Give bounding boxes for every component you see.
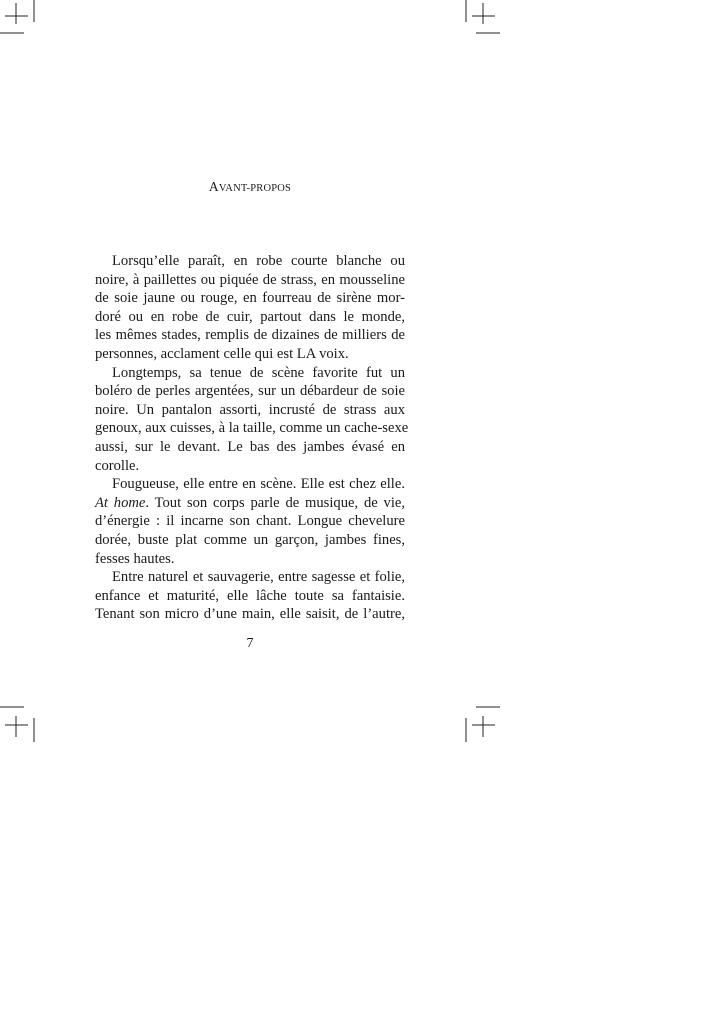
text-line: les mêmes stades, remplis de dizaines de milliers de xyxy=(95,327,405,344)
page-number: 7 xyxy=(246,636,254,651)
chapter-title xyxy=(95,179,405,195)
crop-mark-top-left xyxy=(0,0,50,40)
text-line: dorée, buste plat comme un garçon, jambes fines, xyxy=(95,531,405,548)
text-line: noire, à paillettes ou piquée de strass, en mousseline xyxy=(95,271,405,288)
body-text xyxy=(95,252,409,624)
chapter-title-initial: A xyxy=(208,179,219,194)
text-line: Entre naturel et sauvagerie, entre sagesse et folie, xyxy=(112,569,405,586)
text-line: corolle. xyxy=(95,457,140,474)
text-line: noire. Un pantalon assorti, incrusté de strass aux xyxy=(95,401,405,418)
text-line: Tenant son micro d’une main, elle saisit, de l’autre, xyxy=(95,606,405,623)
italic-phrase: At home xyxy=(95,494,146,511)
text-line: personnes, acclament celle qui est LA voix. xyxy=(95,345,349,362)
text-line: Longtemps, sa tenue de scène favorite fut un xyxy=(112,364,405,381)
text-line: fesses hautes. xyxy=(95,550,175,567)
chapter-title-rest: VANT-PROPOS xyxy=(218,183,292,194)
text-line-rest: . Tout son corps parle de musique, de vie, xyxy=(145,494,406,511)
crop-mark-bottom-right xyxy=(460,700,510,750)
text-line: Lorsqu’elle paraît, en robe courte blanche ou xyxy=(112,253,405,269)
crop-mark-top-right xyxy=(460,0,510,40)
text-line: genoux, aux cuisses, à la taille, comme un cache-sexe xyxy=(95,420,409,437)
text-line: aussi, sur le devant. Le bas des jambes évasé en xyxy=(95,438,405,455)
crop-mark-bottom-left xyxy=(0,700,50,750)
text-line: d’énergie : il incarne son chant. Longue chevelure xyxy=(95,513,405,530)
text-line: Fougueuse, elle entre en scène. Elle est chez elle. xyxy=(112,476,405,493)
text-line: boléro de perles argentées, sur un débardeur de soie xyxy=(95,383,405,400)
text-line xyxy=(95,494,405,513)
text-line: de soie jaune ou rouge, en fourreau de sirène mor- xyxy=(95,290,405,307)
text-line: enfance et maturité, elle lâche toute sa fantaisie. xyxy=(95,587,405,604)
text-line: doré ou en robe de cuir, partout dans le monde, xyxy=(95,308,405,325)
